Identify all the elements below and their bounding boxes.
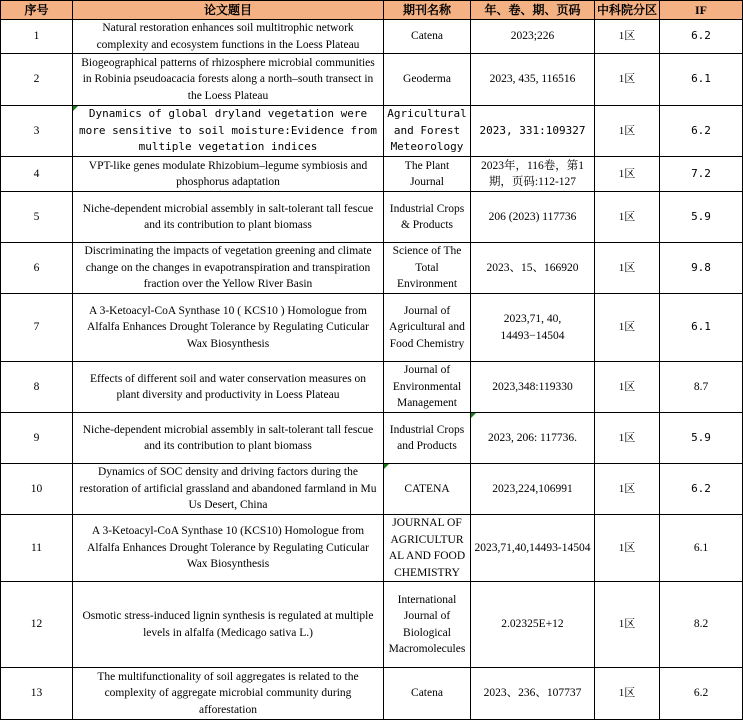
cell-if: 6.1 [660, 515, 743, 582]
header-if: IF [660, 1, 743, 20]
cell-zone: 1区 [595, 413, 660, 464]
table-row [1, 157, 743, 192]
cell-no: 7 [1, 294, 73, 362]
cell-zone: 1区 [595, 362, 660, 413]
cell-zone: 1区 [595, 20, 660, 54]
cell-citation: 2023, 331:109327 [471, 106, 595, 157]
cell-if: 6.2 [660, 668, 743, 720]
cell-zone: 1区 [595, 515, 660, 582]
cell-title-text: Dynamics of global dryland vegetation were more sensitive to soil moisture:Evidence from multiple vegetation indices [79, 107, 378, 154]
cell-citation: 2023,71, 40, 14493−14504 [471, 294, 595, 362]
cell-journal: Catena [384, 668, 471, 720]
cell-journal-text: CATENA [404, 482, 450, 495]
cell-if: 6.1 [660, 54, 743, 106]
table-row [1, 294, 743, 362]
cell-zone: 1区 [595, 106, 660, 157]
cell-journal: Industrial Crops and Products [384, 413, 471, 464]
table-row [1, 106, 743, 157]
cell-citation: 2023,348:119330 [471, 362, 595, 413]
cell-title: Biogeographical patterns of rhizosphere microbial communities in Robinia pseudoacacia forests along a north–south transect in the Loess Plateau [73, 54, 384, 106]
header-citation: 年、卷、期、页码 [471, 1, 595, 20]
cell-if: 6.2 [660, 106, 743, 157]
cell-title [73, 106, 384, 157]
cell-no: 12 [1, 582, 73, 668]
cell-journal: Journal of Environmental Management [384, 362, 471, 413]
cell-no: 4 [1, 157, 73, 192]
cell-journal: Journal of Agricultural and Food Chemistry [384, 294, 471, 362]
cell-title: Dynamics of SOC density and driving factors during the restoration of artificial grassland and abandoned farmland in Mu Us Desert, China [73, 464, 384, 515]
cell-citation [471, 413, 595, 464]
cell-journal: JOURNAL OF AGRICULTURAL AND FOOD CHEMISTRY [384, 515, 471, 582]
header-journal: 期刊名称 [384, 1, 471, 20]
cell-journal: Industrial Crops & Products [384, 192, 471, 243]
table-row [1, 413, 743, 464]
header-title: 论文题目 [73, 1, 384, 20]
cell-citation: 2023,224,106991 [471, 464, 595, 515]
cell-no: 11 [1, 515, 73, 582]
cell-zone: 1区 [595, 157, 660, 192]
cell-if: 6.2 [660, 464, 743, 515]
table-row [1, 362, 743, 413]
header-no: 序号 [1, 1, 73, 20]
cell-citation: 206 (2023) 117736 [471, 192, 595, 243]
cell-no: 10 [1, 464, 73, 515]
cell-zone: 1区 [595, 668, 660, 720]
cell-if: 9.8 [660, 243, 743, 294]
cell-title: Discriminating the impacts of vegetation greening and climate change on the changes in evapotranspiration and transpiration fraction over the Yellow River Basin [73, 243, 384, 294]
cell-title: VPT-like genes modulate Rhizobium–legume symbiosis and phosphorus adaptation [73, 157, 384, 192]
header-row [1, 1, 743, 20]
cell-if: 6.2 [660, 20, 743, 54]
table-row [1, 243, 743, 294]
cell-citation-text: 2023, 206: 117736. [487, 431, 578, 444]
cell-journal: Science of The Total Environment [384, 243, 471, 294]
cell-citation: 2023, 435, 116516 [471, 54, 595, 106]
table-row [1, 464, 743, 515]
cell-no: 5 [1, 192, 73, 243]
cell-zone: 1区 [595, 54, 660, 106]
cell-title: A 3-Ketoacyl-CoA Synthase 10 (KCS10) Homologue from Alfalfa Enhances Drought Tolerance by Regulating Cuticular Wax Biosynthesis [73, 515, 384, 582]
cell-no: 1 [1, 20, 73, 54]
cell-if: 7.2 [660, 157, 743, 192]
cell-if: 8.2 [660, 582, 743, 668]
table-row [1, 668, 743, 720]
cell-citation: 2023;226 [471, 20, 595, 54]
cell-zone: 1区 [595, 294, 660, 362]
cell-if: 5.9 [660, 192, 743, 243]
cell-no: 3 [1, 106, 73, 157]
cell-title: The multifunctionality of soil aggregates is related to the complexity of aggregate microbial community during afforestation [73, 668, 384, 720]
table-row [1, 582, 743, 668]
cell-citation: 2023、236、107737 [471, 668, 595, 720]
cell-citation: 2023、15、166920 [471, 243, 595, 294]
cell-journal: Catena [384, 20, 471, 54]
cell-journal: International Journal of Biological Macromolecules [384, 582, 471, 668]
cell-zone: 1区 [595, 192, 660, 243]
cell-zone: 1区 [595, 582, 660, 668]
cell-citation: 2023,71,40,14493-14504 [471, 515, 595, 582]
cell-no: 9 [1, 413, 73, 464]
comment-marker-icon [384, 464, 389, 469]
cell-no: 8 [1, 362, 73, 413]
cell-no: 13 [1, 668, 73, 720]
comment-marker-icon [73, 106, 78, 111]
header-zone: 中科院分区 [595, 1, 660, 20]
table-row [1, 54, 743, 106]
cell-if: 5.9 [660, 413, 743, 464]
cell-if: 6.1 [660, 294, 743, 362]
cell-journal: Geoderma [384, 54, 471, 106]
cell-journal [384, 464, 471, 515]
cell-title: Natural restoration enhances soil multitrophic network complexity and ecosystem functions in the Loess Plateau [73, 20, 384, 54]
cell-zone: 1区 [595, 464, 660, 515]
cell-no: 2 [1, 54, 73, 106]
cell-if: 8.7 [660, 362, 743, 413]
table-row [1, 192, 743, 243]
cell-citation: 2023年，116卷，第1期，页码:112-127 [471, 157, 595, 192]
cell-journal: Agricultural and Forest Meteorology [384, 106, 471, 157]
cell-no: 6 [1, 243, 73, 294]
cell-title: Niche-dependent microbial assembly in salt-tolerant tall fescue and its contribution to plant biomass [73, 413, 384, 464]
cell-zone: 1区 [595, 243, 660, 294]
cell-title: Osmotic stress-induced lignin synthesis is regulated at multiple levels in alfalfa (Medicago sativa L.) [73, 582, 384, 668]
cell-citation: 2.02325E+12 [471, 582, 595, 668]
cell-title: Niche-dependent microbial assembly in salt-tolerant tall fescue and its contribution to plant biomass [73, 192, 384, 243]
cell-title: Effects of different soil and water conservation measures on plant diversity and productivity in Loess Plateau [73, 362, 384, 413]
comment-marker-icon [471, 413, 476, 418]
table-row [1, 515, 743, 582]
cell-journal: The Plant Journal [384, 157, 471, 192]
cell-title: A 3-Ketoacyl-CoA Synthase 10 ( KCS10 ) Homologue from Alfalfa Enhances Drought Tolerance by Regulating Cuticular Wax Biosynthesis [73, 294, 384, 362]
table-row [1, 20, 743, 54]
